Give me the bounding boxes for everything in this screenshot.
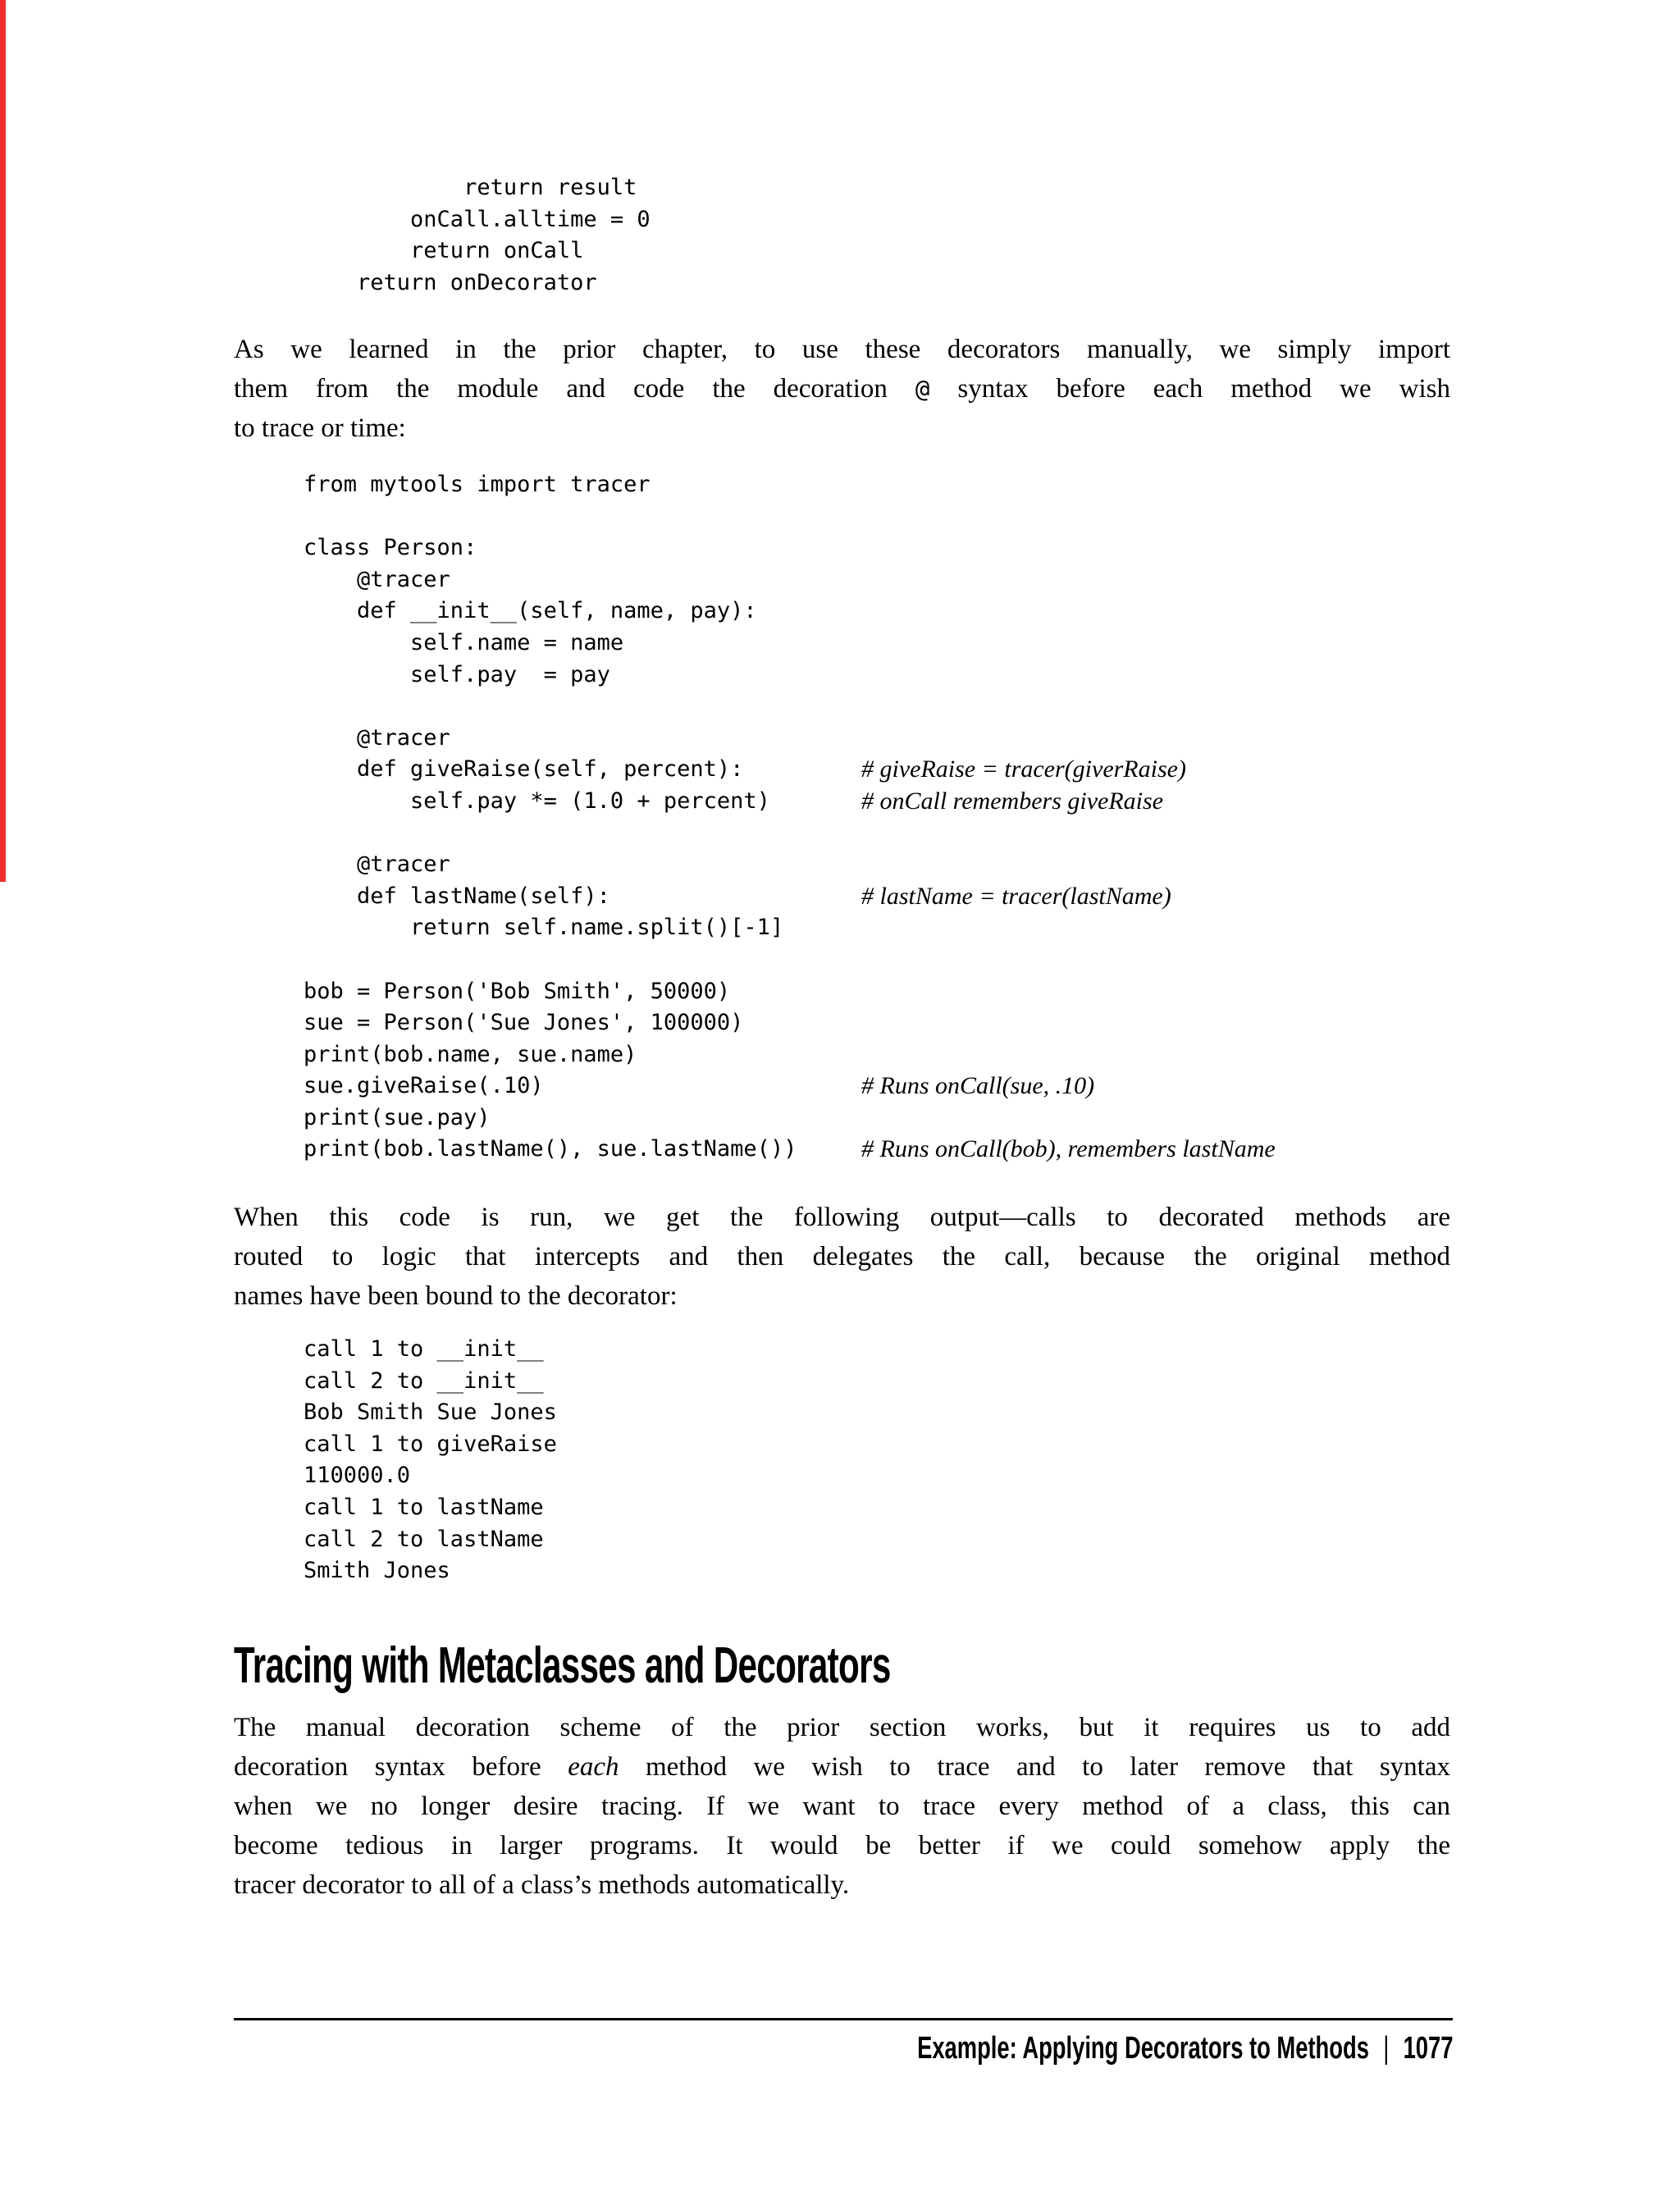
code-comment: # lastName = tracer(lastName)	[861, 882, 1171, 910]
code-line	[304, 754, 1186, 786]
code-snippet-decorator-tail	[304, 172, 651, 299]
paragraph-line: The manual decoration scheme of the prior section works, but it requires us to add	[234, 1713, 1450, 1742]
output-line: call 2 to __init__	[304, 1367, 544, 1394]
code-line: print(bob.name, sue.name)	[304, 1041, 637, 1067]
text-segment: decoration syntax before	[234, 1752, 568, 1782]
paragraph-metaclass-intro	[234, 1708, 1450, 1905]
section-heading	[234, 1637, 1199, 1694]
code-line: sue = Person('Sue Jones', 100000)	[304, 1010, 744, 1036]
output-line: Bob Smith Sue Jones	[304, 1399, 557, 1426]
code-comment: # giveRaise = tracer(giverRaise)	[861, 756, 1186, 783]
paragraph-line: As we learned in the prior chapter, to use these decorators manually, we simply import	[234, 335, 1450, 364]
code-text: def lastName(self):	[304, 883, 610, 909]
code-text: sue.giveRaise(.10)	[304, 1073, 544, 1099]
paragraph-line	[234, 369, 1450, 409]
code-line: return result	[304, 175, 637, 200]
paragraph-line	[234, 1747, 1450, 1787]
code-line	[304, 786, 1163, 818]
code-line: self.name = name	[304, 629, 624, 655]
code-line: class Person:	[304, 535, 477, 561]
paragraph-output-intro	[234, 1198, 1450, 1316]
inline-code-at-symbol: @	[915, 375, 930, 403]
code-line	[304, 691, 797, 723]
code-line: @tracer	[304, 724, 450, 751]
output-line: call 1 to giveRaise	[304, 1431, 557, 1457]
code-text: self.pay *= (1.0 + percent)	[304, 788, 770, 814]
running-footer	[234, 2031, 1453, 2066]
code-line: def __init__(self, name, pay):	[304, 598, 757, 624]
footer-rule	[234, 2018, 1453, 2020]
code-text: def giveRaise(self, percent):	[304, 756, 744, 783]
footer-separator: |	[1382, 2031, 1389, 2066]
paragraph-line: become tedious in larger programs. It would be better if we could somehow apply the	[234, 1831, 1450, 1860]
paragraph-line: to trace or time:	[234, 413, 406, 443]
paragraph-line: when we no longer desire tracing. If we want to trace every method of a class, this can	[234, 1792, 1450, 1821]
code-line	[304, 881, 1171, 913]
code-line: onCall.alltime = 0	[304, 206, 651, 232]
code-line: return self.name.split()[-1]	[304, 915, 784, 941]
program-output	[304, 1334, 557, 1587]
code-line: self.pay = pay	[304, 661, 610, 687]
emphasized-word: each	[568, 1752, 619, 1782]
output-line: 110000.0	[304, 1463, 411, 1489]
paragraph-line: When this code is run, we get the following output—calls to decorated methods are	[234, 1203, 1450, 1232]
paragraph-intro	[234, 330, 1450, 448]
output-line: call 2 to lastName	[304, 1526, 544, 1552]
code-line: return onCall	[304, 238, 584, 264]
code-comment: # Runs onCall(sue, .10)	[861, 1072, 1095, 1100]
running-footer-text	[917, 2031, 1453, 2066]
output-line: Smith Jones	[304, 1558, 450, 1584]
output-line: call 1 to __init__	[304, 1336, 544, 1362]
code-line: print(sue.pay)	[304, 1104, 491, 1130]
code-line	[304, 1134, 1276, 1166]
red-bookmark-stripe	[0, 0, 6, 882]
paragraph-line: routed to logic that intercepts and then delegates the call, because the original method	[234, 1242, 1450, 1271]
code-line	[304, 501, 797, 533]
code-text: print(bob.lastName(), sue.lastName())	[304, 1136, 797, 1162]
code-line: return onDecorator	[304, 269, 597, 295]
paragraph-line: names have been bound to the decorator:	[234, 1281, 678, 1311]
code-line: @tracer	[304, 851, 450, 878]
code-line: from mytools import tracer	[304, 472, 651, 497]
code-comment: # onCall remembers giveRaise	[861, 787, 1163, 815]
code-line	[304, 818, 797, 850]
paragraph-line: tracer decorator to all of a class’s methods automatically.	[234, 1870, 850, 1900]
text-segment: them from the module and code the decoration	[234, 374, 915, 404]
text-segment: method we wish to trace and to later remove that syntax	[619, 1752, 1450, 1782]
footer-section-title: Example: Applying Decorators to Methods	[916, 2031, 1369, 2066]
code-line: @tracer	[304, 566, 450, 592]
code-line: bob = Person('Bob Smith', 50000)	[304, 978, 731, 1004]
section-heading-text: Tracing with Metaclasses and Decorators	[234, 1637, 891, 1694]
code-listing-person-class	[304, 469, 1276, 1166]
text-segment: syntax before each method we wish	[929, 374, 1450, 404]
code-line	[304, 944, 797, 976]
page-number: 1077	[1403, 2031, 1453, 2066]
code-comment: # Runs onCall(bob), remembers lastName	[861, 1135, 1276, 1163]
output-line: call 1 to lastName	[304, 1494, 544, 1520]
code-line	[304, 1071, 1095, 1102]
